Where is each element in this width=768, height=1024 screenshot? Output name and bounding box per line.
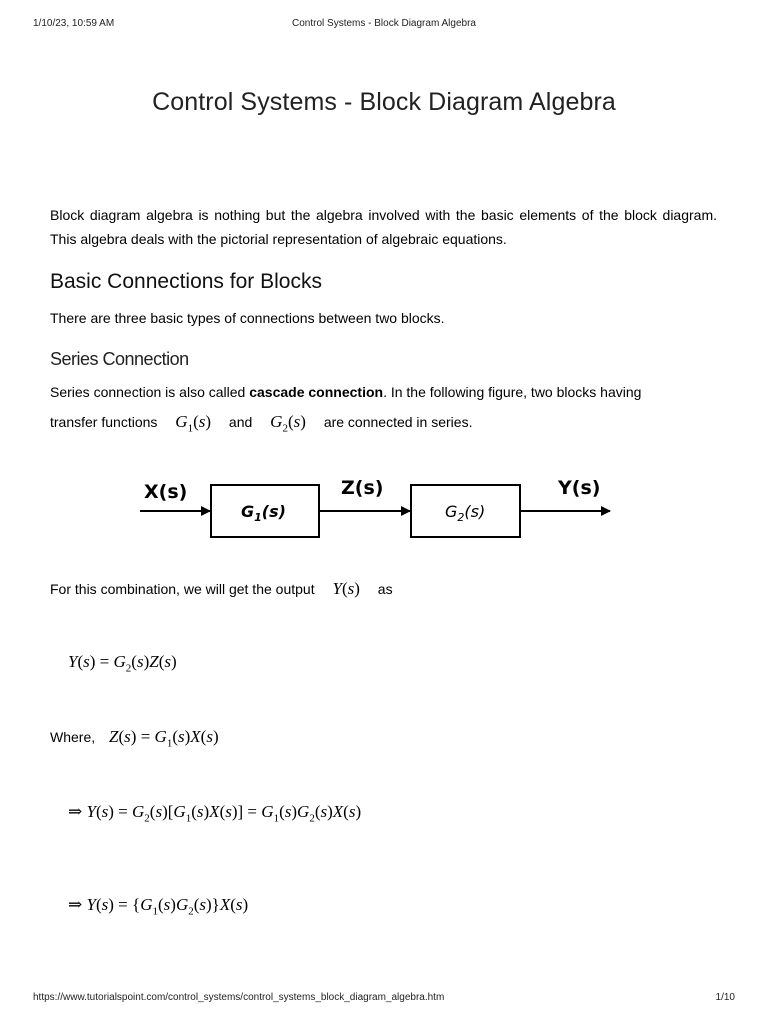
print-url: https://www.tutorialspoint.com/control_systems/control_systems_block_diagram_algebra.htm bbox=[33, 992, 445, 1003]
series-paragraph-line2: transfer functions $G_1(s)$ and $G_2(s)$ are connected in series. bbox=[50, 412, 473, 435]
math-g2: $G_2(s)$ bbox=[270, 412, 306, 435]
where-line: Where, $Z(s) = G_1(s)X(s)$ bbox=[50, 727, 219, 750]
section-heading: Basic Connections for Blocks bbox=[50, 270, 322, 293]
print-datetime: 1/10/23, 10:59 AM bbox=[33, 18, 115, 29]
block2-label: $G_2(s)$ bbox=[445, 502, 486, 524]
series-paragraph-line1: Series connection is also called cascade connection. In the following figure, two blocks having bbox=[50, 384, 642, 400]
equation-substitution: ⇒ $Y(s) = G_2(s)[G_1(s)X(s)] = G_1(s)G_2(s)X(s)$ bbox=[68, 802, 362, 825]
page-title: Control Systems - Block Diagram Algebra bbox=[152, 88, 616, 116]
output-sentence: For this combination, we will get the output Y(s) as bbox=[50, 579, 393, 598]
cascade-connection-term: cascade connection bbox=[249, 384, 384, 400]
section-text: There are three basic types of connections between two blocks. bbox=[50, 310, 445, 326]
input-label: X(s) bbox=[144, 481, 188, 503]
math-ys: Y(s) bbox=[332, 579, 360, 598]
equation-ys: $Y(s) = G_2(s)Z(s)$ bbox=[68, 652, 177, 675]
print-page-number: 1/10 bbox=[715, 992, 735, 1003]
subsection-heading: Series Connection bbox=[50, 349, 189, 369]
equation-result: ⇒ $Y(s) = \{G_1(s)G_2(s)\}X(s)$ bbox=[68, 895, 249, 918]
series-block-diagram bbox=[130, 470, 630, 560]
intro-paragraph: Block diagram algebra is nothing but the algebra involved with the basic elements of the block diagram. This algebra deals with the pictorial representation of algebraic equations. bbox=[50, 207, 717, 247]
print-page-title: Control Systems - Block Diagram Algebra bbox=[292, 18, 476, 29]
math-g1: $G_1(s)$ bbox=[175, 412, 212, 435]
equation-zs: $Z(s) = G_1(s)X(s)$ bbox=[109, 727, 219, 750]
block1-label: $G_1(s)$ bbox=[241, 502, 286, 524]
middle-label: Z(s) bbox=[341, 477, 384, 499]
output-label: Y(s) bbox=[558, 477, 601, 499]
